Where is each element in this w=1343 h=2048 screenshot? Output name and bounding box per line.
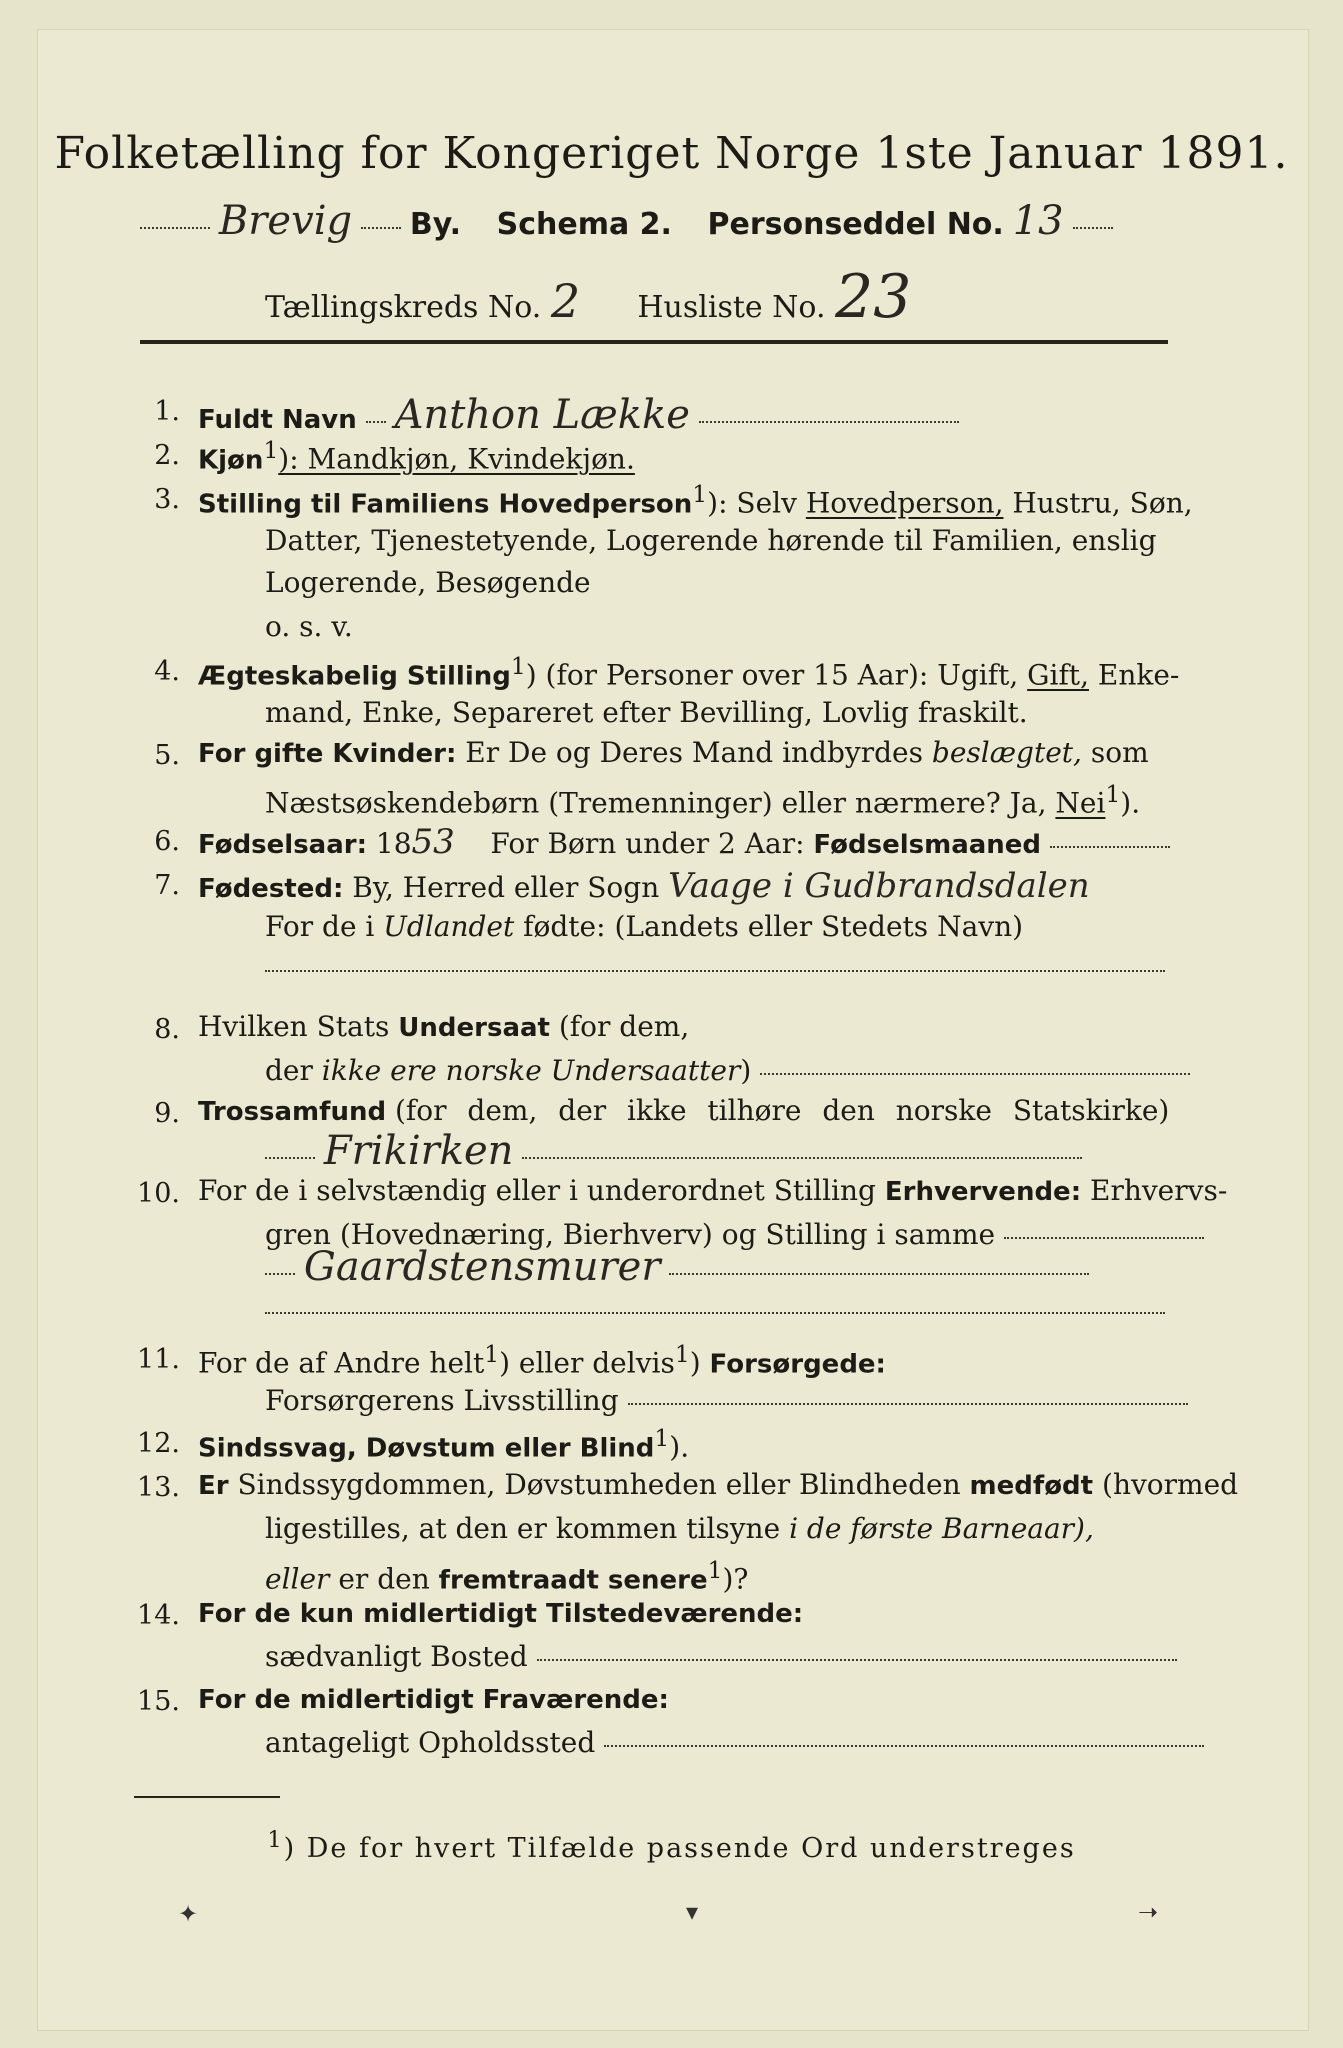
item-number: 10. <box>137 1178 180 1209</box>
item-3-stilling: Stilling til Familiens Hovedperson$^1$): Selv Hovedperson, Hustru, Søn, <box>198 480 1193 520</box>
tellingskreds-label: Tællingskreds No. <box>265 290 542 325</box>
item-2-kjon: Kjøn$^1$): Mandkjøn, Kvindekjøn. <box>198 436 635 476</box>
footnote: $^1$) De for hvert Tilfælde passende Ord understreges <box>267 1827 1076 1864</box>
registration-mark: ▾ <box>686 1898 699 1926</box>
birthplace-handwriting: Vaage i Gudbrandsdalen <box>668 866 1090 906</box>
item-8-line-2: der ikke ere norske Undersaatter) <box>265 1054 1190 1087</box>
item-5-label: For gifte Kvinder: <box>198 739 457 769</box>
item-number: 15. <box>137 1686 180 1717</box>
husliste-label: Husliste No. <box>637 290 826 325</box>
item-13-medfodt: Er Sindssygdommen, Døvstumheden eller Blindheden medfødt (hvormed <box>198 1468 1239 1501</box>
item-14-tilstedevaerende: For de kun midlertidigt Tilstedeværende: <box>198 1599 804 1629</box>
registration-mark: ➝ <box>1138 1898 1159 1926</box>
item-number: 9. <box>154 1098 180 1129</box>
birth-year-handwriting: 53 <box>411 822 455 862</box>
selected-gift: Gift, <box>1027 658 1089 692</box>
by-label: By. <box>409 207 461 242</box>
item-5-line-2: Næstsøskendebørn (Tremenninger) eller nærmere? Ja, Nei$^1$). <box>265 780 1141 820</box>
name-handwriting: Anthon Lække <box>394 392 690 438</box>
item-11-line-2: Forsørgerens Livsstilling <box>265 1384 1188 1417</box>
selected-hovedperson: Hovedperson, <box>805 486 1004 520</box>
item-number: 8. <box>154 1014 180 1045</box>
blank-line <box>265 1310 1165 1314</box>
item-7-fodested: Fødested: By, Herred eller Sogn Vaage i Gudbrandsdalen <box>198 866 1090 906</box>
item-6-fodselsaar: Fødselsaar: 1853 For Børn under 2 Aar: Fødselsmaaned <box>198 822 1170 862</box>
item-number: 2. <box>154 440 180 471</box>
tellingskreds-number: 2 <box>550 274 581 328</box>
item-2-options: ): Mandkjøn, Kvindekjøn. <box>278 442 635 476</box>
footnote-text: De for hvert Tilfælde passende Ord understreges <box>306 1833 1076 1864</box>
item-1-fuldt-navn <box>198 392 959 438</box>
item-number: 12. <box>137 1428 180 1459</box>
item-13-line-3: eller er den fremtraadt senere$^1$)? <box>265 1556 749 1596</box>
item-10-line-2: gren (Hovednæring, Bierhverv) og Stilling i samme <box>265 1218 1204 1251</box>
item-number: 13. <box>137 1472 180 1503</box>
item-9-trossamfund: Trossamfund (for dem, der ikke tilhøre den norske Statskirke) <box>198 1094 1170 1127</box>
registration-mark: ✦ <box>178 1900 199 1928</box>
item-15-fravaerende: For de midlertidigt Fraværende: <box>198 1685 669 1715</box>
item-4-label: Ægteskabelig Stilling <box>198 661 511 692</box>
item-number: 7. <box>154 870 180 901</box>
city-handwriting: Brevig <box>218 198 353 244</box>
item-3-line-2: Datter, Tjenestetyende, Logerende hørende til Familien, enslig <box>265 524 1157 557</box>
header-divider <box>140 340 1168 344</box>
item-8-undersaat: Hvilken Stats Undersaat (for dem, <box>198 1010 690 1043</box>
item-9-label: Trossamfund <box>198 1097 387 1127</box>
item-11-forsorgede: For de af Andre helt$^1$) eller delvis$^1$) Forsørgede: <box>198 1340 886 1380</box>
item-1-label: Fuldt Navn <box>198 405 357 435</box>
item-number: 4. <box>154 656 180 687</box>
item-10-erhverv: For de i selvstændig eller i underordnet Stilling Erhvervende: Erhvervs- <box>198 1174 1228 1207</box>
item-5-gifte-kvinder: For gifte Kvinder: Er De og Deres Mand indbyrdes beslægtet, som <box>198 736 1149 769</box>
item-14-line-2: sædvanligt Bosted <box>265 1640 1177 1673</box>
selected-nei: Nei <box>1055 786 1106 820</box>
personseddel-number: 13 <box>1012 198 1064 244</box>
item-4-line-2: mand, Enke, Separeret efter Bevilling, Lovlig fraskilt. <box>265 696 1028 729</box>
item-13-line-2: ligestilles, at den er kommen tilsyne i de første Barneaar), <box>265 1512 1094 1545</box>
item-10-answer <box>265 1244 1089 1290</box>
schema-label: Schema 2. <box>496 207 672 242</box>
header-line-2 <box>265 262 911 332</box>
item-3-line-3: Logerende, Besøgende <box>265 566 591 599</box>
item-9-answer <box>265 1128 1082 1174</box>
occupation-handwriting: Gaardstensmurer <box>303 1244 661 1290</box>
footnote-divider <box>134 1796 280 1798</box>
item-number: 11. <box>137 1344 180 1375</box>
form-title: Folketælling for Kongeriget Norge 1ste Januar 1891. <box>54 128 1289 179</box>
item-15-line-2: antageligt Opholdssted <box>265 1726 1204 1759</box>
personseddel-label: Personseddel No. <box>707 207 1004 242</box>
item-3-label: Stilling til Familiens Hovedperson <box>198 489 693 520</box>
item-7-label: Fødested: <box>198 874 344 904</box>
item-number: 1. <box>154 396 180 427</box>
item-number: 14. <box>137 1600 180 1631</box>
blank-line <box>265 968 1165 972</box>
item-6-label: Fødselsaar: <box>198 830 367 860</box>
religion-handwriting: Frikirken <box>323 1128 514 1174</box>
item-3-line-4: o. s. v. <box>265 610 353 643</box>
item-number: 3. <box>154 484 180 515</box>
item-2-label: Kjøn <box>198 445 264 476</box>
item-number: 5. <box>154 740 180 771</box>
item-7-line-2: For de i Udlandet fødte: (Landets eller Stedets Navn) <box>265 910 1024 943</box>
item-number: 6. <box>154 826 180 857</box>
item-4-aegteskab: Ægteskabelig Stilling$^1$) (for Personer over 15 Aar): Ugift, Gift, Enke- <box>198 652 1180 692</box>
item-12-sindssvag: Sindssvag, Døvstum eller Blind$^1$). <box>198 1424 690 1464</box>
header-line-1 <box>140 198 1113 244</box>
husliste-number: 23 <box>835 262 912 332</box>
